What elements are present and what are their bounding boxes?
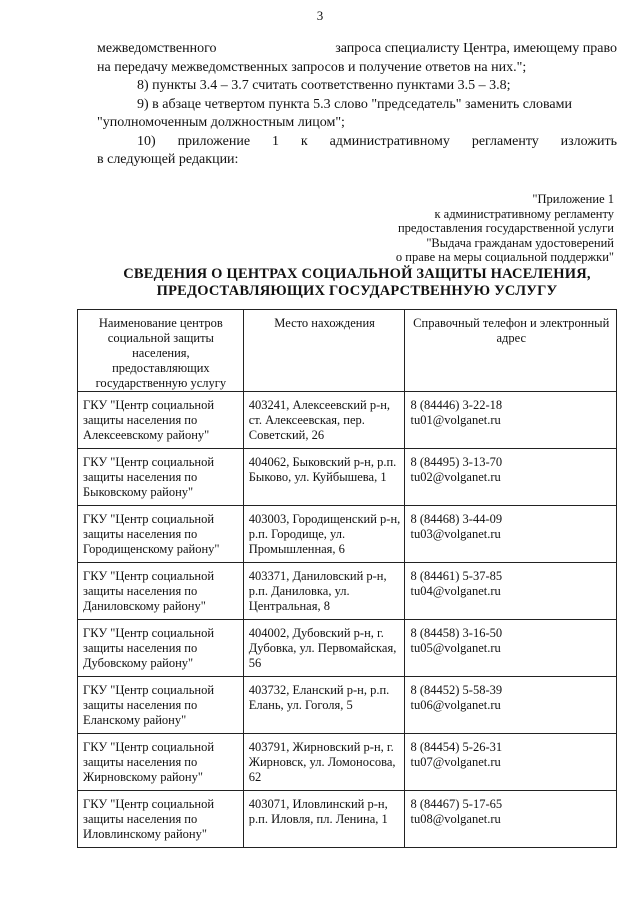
heading-line: СВЕДЕНИЯ О ЦЕНТРАХ СОЦИАЛЬНОЙ ЗАЩИТЫ НАСЕЛЕНИЯ, (123, 266, 591, 282)
cell-center-name: ГКУ "Центр социальной защиты населения по Алексеевскому району" (78, 392, 244, 449)
body-paragraphs (97, 40, 617, 170)
cell-center-name: ГКУ "Центр социальной защиты населения по Даниловскому району" (78, 563, 244, 620)
cell-contacts (405, 506, 617, 563)
cell-address: 403791, Жирновский р-н, г. Жирновск, ул. Ломоносова, 62 (243, 734, 405, 791)
phone-number: 8 (84446) 3-22-18 (410, 398, 503, 412)
paragraph-word: приложение (177, 133, 251, 149)
cell-contacts (405, 449, 617, 506)
email-address: tu07@volganet.ru (410, 755, 501, 769)
paragraph-word: межведомственного (97, 41, 217, 56)
table-heading (96, 266, 618, 300)
cell-address: 403732, Еланский р-н, р.п. Елань, ул. Гоголя, 5 (243, 677, 405, 734)
phone-number: 8 (84467) 5-17-65 (410, 797, 503, 811)
table-row (78, 506, 617, 563)
appendix-line: о праве на меры социальной поддержки" (395, 250, 614, 264)
paragraph-word: к (300, 133, 308, 149)
paragraph-word: запроса специалисту Центра, имеющему право (335, 41, 617, 56)
appendix-line: "Выдача гражданам удостоверений (426, 235, 614, 250)
phone-number: 8 (84458) 3-16-50 (410, 626, 503, 640)
cell-address: 404062, Быковский р-н, р.п. Быково, ул. Куйбышева, 1 (243, 449, 405, 506)
email-address: tu05@volganet.ru (410, 641, 501, 655)
paragraph-word: изложить (560, 133, 617, 149)
paragraph-item-10-line1 (97, 133, 617, 152)
appendix-line: к административному регламенту (434, 206, 614, 221)
table-header-row (78, 310, 617, 392)
paragraph-item-8: 8) пункты 3.4 – 3.7 считать соответственно пунктами 3.5 – 3.8; (137, 78, 511, 93)
cell-center-name: ГКУ "Центр социальной защиты населения по Быковскому району" (78, 449, 244, 506)
heading-line: ПРЕДОСТАВЛЯЮЩИХ ГОСУДАРСТВЕННУЮ УСЛУГУ (156, 283, 558, 299)
cell-contacts (405, 563, 617, 620)
paragraph-word: 10) (137, 133, 156, 149)
table-row (78, 392, 617, 449)
cell-address: 403241, Алексеевский р-н, ст. Алексеевская, пер. Советский, 26 (243, 392, 405, 449)
paragraph-continuation-line1 (97, 40, 617, 59)
phone-number: 8 (84454) 5-26-31 (410, 740, 503, 754)
table-row (78, 677, 617, 734)
email-address: tu04@volganet.ru (410, 584, 501, 598)
column-header-name: Наименование центров социальной защиты населения, предоставляющих государственную услугу (78, 310, 244, 392)
appendix-caption (314, 192, 614, 265)
cell-center-name: ГКУ "Центр социальной защиты населения по Дубовскому району" (78, 620, 244, 677)
paragraph-item-9-line1: 9) в абзаце четвертом пункта 5.3 слово "председатель" заменить словами (137, 96, 572, 112)
email-address: tu02@volganet.ru (410, 470, 501, 484)
cell-address: 403003, Городищенский р-н, р.п. Городище, ул. Промышленная, 6 (243, 506, 405, 563)
page-number: 3 (316, 8, 324, 23)
table-row (78, 734, 617, 791)
appendix-line: "Приложение 1 (532, 192, 614, 206)
column-header-address: Место нахождения (243, 310, 405, 392)
cell-contacts (405, 677, 617, 734)
cell-address: 404002, Дубовский р-н, г. Дубовка, ул. Первомайская, 56 (243, 620, 405, 677)
cell-center-name: ГКУ "Центр социальной защиты населения по Городищенскому району" (78, 506, 244, 563)
phone-number: 8 (84468) 3-44-09 (410, 512, 503, 526)
cell-contacts (405, 620, 617, 677)
paragraph-word: административному (329, 133, 450, 149)
cell-contacts (405, 734, 617, 791)
phone-number: 8 (84452) 5-58-39 (410, 683, 503, 697)
appendix-line: предоставления государственной услуги (397, 221, 614, 235)
cell-contacts (405, 791, 617, 848)
email-address: tu06@volganet.ru (410, 698, 501, 712)
email-address: tu08@volganet.ru (410, 812, 501, 826)
table-row (78, 620, 617, 677)
paragraph-word: 1 (271, 133, 279, 149)
paragraph-word: регламенту (471, 133, 539, 149)
paragraph-item-10-line2: в следующей редакции: (97, 152, 239, 167)
cell-center-name: ГКУ "Центр социальной защиты населения по Иловлинскому району" (78, 791, 244, 848)
email-address: tu03@volganet.ru (410, 527, 501, 541)
phone-number: 8 (84461) 5-37-85 (410, 569, 503, 583)
cell-contacts (405, 392, 617, 449)
cell-address: 403071, Иловлинский р-н, р.п. Иловля, пл. Ленина, 1 (243, 791, 405, 848)
column-header-contacts: Справочный телефон и электронный адрес (405, 310, 617, 392)
cell-center-name: ГКУ "Центр социальной защиты населения по Еланскому району" (78, 677, 244, 734)
table-row (78, 449, 617, 506)
table-row (78, 791, 617, 848)
centers-table (77, 309, 617, 848)
cell-center-name: ГКУ "Центр социальной защиты населения по Жирновскому району" (78, 734, 244, 791)
paragraph-continuation-line2: на передачу межведомственных запросов и получение ответов на них."; (97, 59, 527, 75)
paragraph-item-9-line2: "уполномоченным должностным лицом"; (97, 115, 345, 130)
phone-number: 8 (84495) 3-13-70 (410, 455, 503, 469)
cell-address: 403371, Даниловский р-н, р.п. Даниловка, ул. Центральная, 8 (243, 563, 405, 620)
table-row (78, 563, 617, 620)
email-address: tu01@volganet.ru (410, 413, 501, 427)
